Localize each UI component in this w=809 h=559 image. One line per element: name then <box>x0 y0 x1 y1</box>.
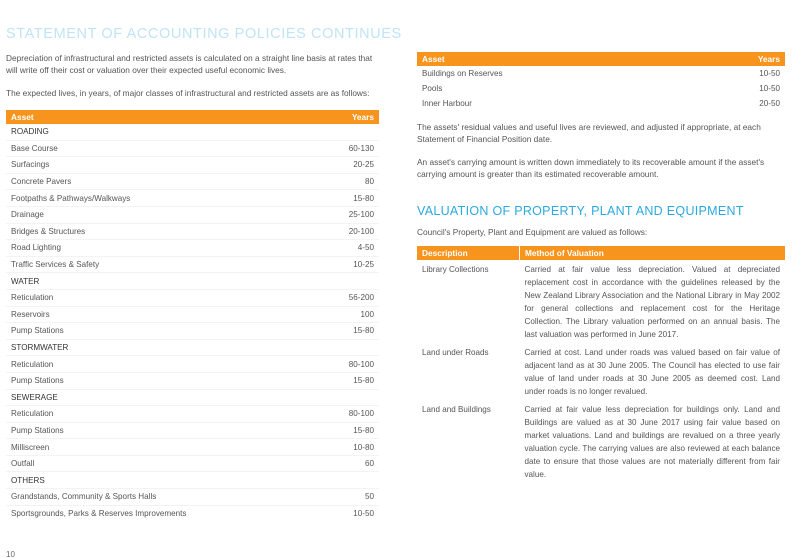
valuation-method: Carried at fair value less depreciation. Valued at depreciated replacement cost in accordance with the guidelines released by the New Zealand Library Association and the National Library in May 2002 for general collections and replacement cost for the Heritage Collection. The Library valuation performed on an annual basis. The last valuation was performed in June 2017. <box>524 265 780 339</box>
table-row <box>6 505 379 521</box>
table-header-row <box>417 52 785 66</box>
category-label: SEWERAGE <box>6 389 319 406</box>
table-row <box>417 96 785 111</box>
valuation-heading: VALUATION OF PROPERTY, PLANT AND EQUIPMENT <box>417 204 744 218</box>
asset-years <box>319 472 379 489</box>
asset-years: 25-100 <box>319 206 379 223</box>
asset-name: Reticulation <box>6 356 319 373</box>
table-header-row <box>6 110 379 124</box>
asset-name: Drainage <box>6 206 319 223</box>
table-row <box>6 223 379 240</box>
category-label: WATER <box>6 273 319 290</box>
description-header: Description <box>417 246 520 260</box>
asset-years: 20-50 <box>759 99 780 108</box>
asset-years: 80 <box>319 173 379 190</box>
asset-years: 10-50 <box>759 84 780 93</box>
asset-name: Reticulation <box>6 406 319 423</box>
table-row <box>6 256 379 273</box>
asset-name: Pools <box>422 84 443 93</box>
asset-years: 20-25 <box>319 157 379 174</box>
category-row <box>6 389 379 406</box>
asset-name: Sportsgrounds, Parks & Reserves Improvements <box>11 508 187 518</box>
table-row <box>6 422 379 439</box>
table-row <box>6 439 379 456</box>
table-row <box>417 400 785 483</box>
valuation-description: Library Collections <box>422 265 489 274</box>
valuation-method: Carried at cost. Land under roads was valued based on fair value of adjacent land as at 30 June 2005. The Council has elected to use fair value of land under roads at 30 June 2005 as deemed cost. Land under roads is no longer revalued. <box>524 348 780 396</box>
asset-name: Reticulation <box>6 289 319 306</box>
table-row <box>6 190 379 207</box>
valuation-description: Land under Roads <box>422 348 489 357</box>
page-number: 10 <box>6 550 15 559</box>
asset-years: 15-80 <box>319 190 379 207</box>
table-row <box>6 356 379 373</box>
asset-name: Bridges & Structures <box>6 223 319 240</box>
table-row <box>6 406 379 423</box>
residual-values-paragraph: The assets' residual values and useful lives are reviewed, and adjusted if appropriate, at each Statement of Financial Position date. <box>417 122 761 144</box>
method-header: Method of Valuation <box>520 246 786 260</box>
asset-years: 15-80 <box>319 422 379 439</box>
asset-years: 4-50 <box>319 240 379 257</box>
asset-name: Milliscreen <box>6 439 319 456</box>
asset-years: 56-200 <box>319 289 379 306</box>
asset-name: Traffic Services & Safety <box>6 256 319 273</box>
asset-years: 15-80 <box>319 323 379 340</box>
asset-years: 60-130 <box>319 140 379 157</box>
valuation-intro: Council's Property, Plant and Equipment are valued as follows: <box>417 227 648 237</box>
asset-name: Grandstands, Community & Sports Halls <box>6 489 319 506</box>
asset-years: 10-50 <box>353 508 374 518</box>
asset-years: 10-80 <box>319 439 379 456</box>
category-row <box>6 339 379 356</box>
table-row <box>417 66 785 81</box>
expected-lives-paragraph: The expected lives, in years, of major classes of infrastructural and restricted assets are as follows: <box>6 88 370 98</box>
valuation-description: Land and Buildings <box>422 405 491 414</box>
asset-years <box>319 389 379 406</box>
table-row <box>6 306 379 323</box>
category-row <box>6 124 379 140</box>
asset-name: Pump Stations <box>6 323 319 340</box>
table-row <box>417 260 785 343</box>
carrying-amount-paragraph: An asset's carrying amount is written down immediately to its recoverable amount if the asset's carrying amount is greater than its estimated recoverable amount. <box>417 157 765 179</box>
category-label: STORMWATER <box>6 339 319 356</box>
asset-name: Buildings on Reserves <box>422 69 503 78</box>
asset-years: 10-50 <box>759 69 780 78</box>
table-row <box>6 173 379 190</box>
table-row <box>6 240 379 257</box>
table-row <box>6 140 379 157</box>
category-row <box>6 273 379 290</box>
asset-name: Surfacings <box>6 157 319 174</box>
asset-name: Concrete Pavers <box>6 173 319 190</box>
asset-years <box>319 339 379 356</box>
table-row <box>6 372 379 389</box>
category-label: ROADING <box>6 124 319 140</box>
asset-years: 60 <box>319 455 379 472</box>
valuation-table <box>417 246 785 483</box>
asset-years: 50 <box>319 489 379 506</box>
asset-years: 15-80 <box>319 372 379 389</box>
table-row <box>417 343 785 400</box>
asset-name: Pump Stations <box>6 372 319 389</box>
asset-years: 10-25 <box>319 256 379 273</box>
category-row <box>6 472 379 489</box>
table-header-row <box>417 246 785 260</box>
asset-name: Base Course <box>6 140 319 157</box>
table-row <box>6 489 379 506</box>
years-header: Years <box>319 110 379 124</box>
valuation-method: Carried at fair value less depreciation for buildings only. Land and Buildings are valued as at 30 June 2017 using fair value based on market valuations. Land and buildings are revalued on a three yearly valuation cycle. The carrying values are also reviewed at each balance date to ensure that those values are not materially different from fair value. <box>524 405 780 479</box>
asset-name: Footpaths & Pathways/Walkways <box>6 190 319 207</box>
asset-years <box>319 273 379 290</box>
asset-years: 80-100 <box>319 406 379 423</box>
asset-name: Pump Stations <box>6 422 319 439</box>
asset-years: 20-100 <box>319 223 379 240</box>
table-row <box>6 455 379 472</box>
asset-header: Asset <box>417 52 689 66</box>
asset-years: 80-100 <box>319 356 379 373</box>
reserves-asset-table <box>417 52 785 111</box>
depreciation-paragraph: Depreciation of infrastructural and restricted assets is calculated on a straight line basis at rates that will write off their cost or valuation over their expected useful economic lives. <box>6 53 373 75</box>
asset-header: Asset <box>6 110 319 124</box>
asset-name: Outfall <box>6 455 319 472</box>
asset-name: Inner Harbour <box>422 99 472 108</box>
asset-years <box>319 124 379 140</box>
asset-lives-table <box>6 110 379 521</box>
table-row <box>6 289 379 306</box>
table-row <box>6 157 379 174</box>
page-title: STATEMENT OF ACCOUNTING POLICIES CONTINUES <box>6 25 402 42</box>
table-row <box>6 206 379 223</box>
category-label: OTHERS <box>6 472 319 489</box>
table-row <box>6 323 379 340</box>
asset-name: Road Lighting <box>6 240 319 257</box>
asset-name: Reservoirs <box>6 306 319 323</box>
years-header: Years <box>689 52 785 66</box>
asset-years: 100 <box>319 306 379 323</box>
left-column <box>6 52 379 521</box>
table-row <box>417 81 785 96</box>
right-column <box>417 52 785 483</box>
